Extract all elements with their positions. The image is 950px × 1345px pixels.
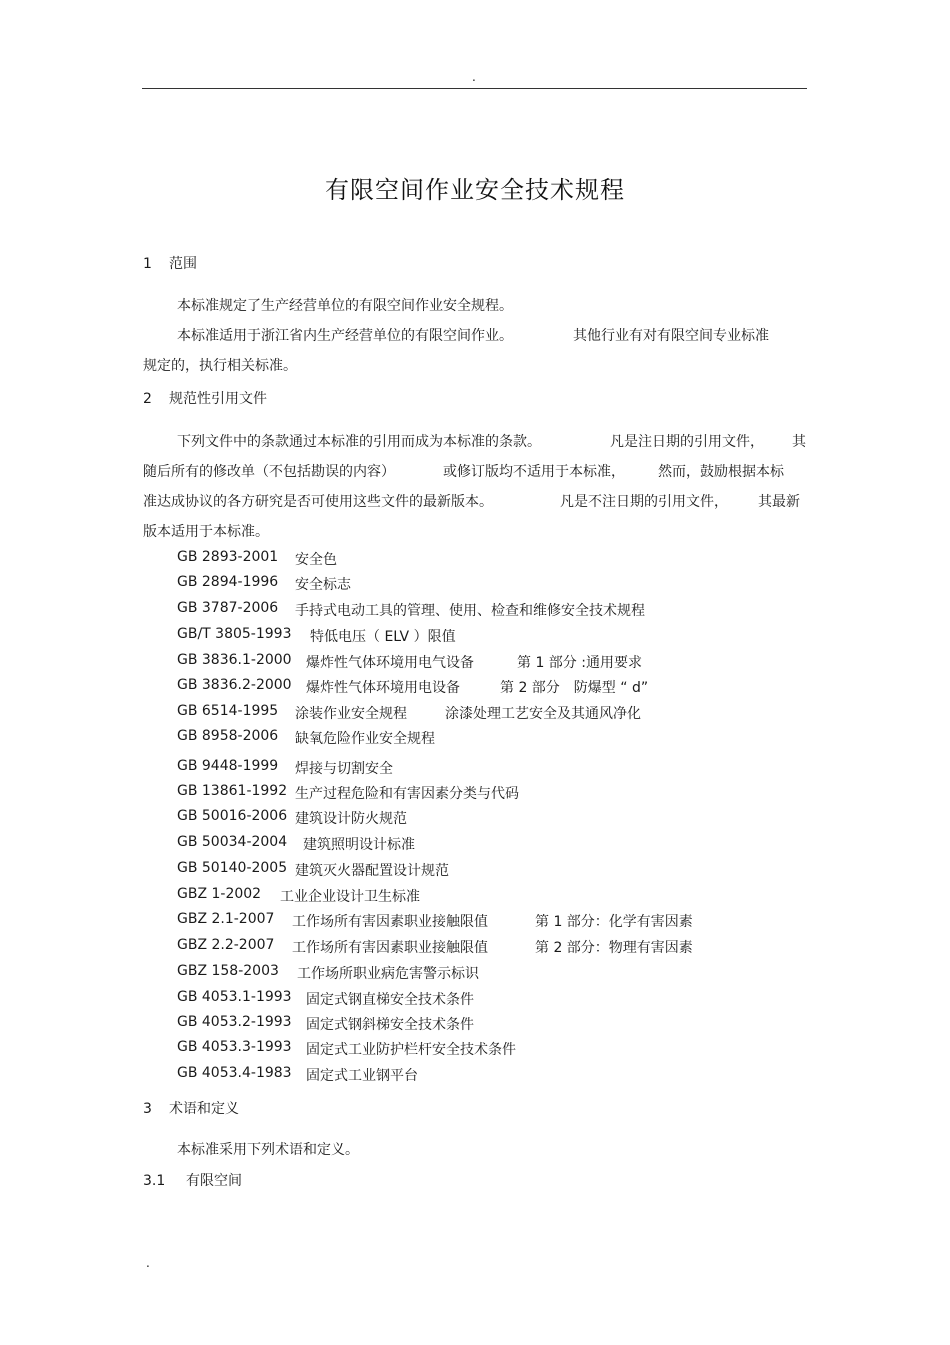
reference-item — [177, 549, 337, 568]
reference-item — [177, 963, 479, 982]
reference-code: GB 8958-2006 — [177, 728, 279, 744]
reference-title: 工作场所有害因素职业接触限值 — [292, 940, 488, 956]
reference-code: GB 4053.2-1993 — [177, 1014, 292, 1030]
reference-item — [177, 911, 693, 930]
reference-item — [177, 886, 420, 905]
header-rule — [142, 88, 807, 89]
section-title: 范围 — [169, 256, 197, 272]
reference-title: 手持式电动工具的管理、使用、检查和维修安全技术规程 — [295, 603, 645, 619]
reference-code: GB 4053.1-1993 — [177, 989, 292, 1005]
reference-title: 爆炸性气体环境用电设备 — [306, 680, 460, 696]
reference-code: GB 3836.2-2000 — [177, 677, 292, 693]
section-number: 3.1 — [143, 1173, 166, 1189]
reference-title: 工作场所有害因素职业接触限值 — [292, 914, 488, 930]
reference-title: 爆炸性气体环境用电气设备 — [306, 655, 474, 671]
section-number: 1 — [143, 256, 152, 272]
reference-title: 固定式钢斜梯安全技术条件 — [306, 1017, 474, 1033]
scope-paragraph-2b: 其他行业有对有限空间专业标准 — [573, 328, 769, 344]
reference-code: GBZ 2.2-2007 — [177, 937, 275, 953]
reference-part: 第 1 部分：化学有害因素 — [535, 914, 693, 930]
document-title: 有限空间作业安全技术规程 — [325, 176, 625, 204]
reference-item — [177, 652, 642, 671]
reference-item — [177, 783, 519, 802]
reference-title: 特低电压（ ELV ）限值 — [310, 629, 456, 645]
reference-code: GB 3836.1-2000 — [177, 652, 292, 668]
reference-title: 建筑灭火器配置设计规范 — [295, 863, 449, 879]
reference-code: GB 9448-1999 — [177, 758, 279, 774]
reference-item — [177, 600, 645, 619]
reference-part: 第 2 部分 防爆型 “ d” — [500, 680, 649, 696]
reference-item — [177, 703, 641, 722]
reference-code: GB 4053.4-1983 — [177, 1065, 292, 1081]
reference-title: 固定式工业钢平台 — [306, 1068, 418, 1084]
normative-line-4: 版本适用于本标准。 — [143, 524, 269, 540]
reference-code: GB 13861-1992 — [177, 783, 288, 799]
reference-title: 工业企业设计卫生标准 — [280, 889, 420, 905]
reference-part: 第 2 部分：物理有害因素 — [535, 940, 693, 956]
scope-paragraph-2a: 本标准适用于浙江省内生产经营单位的有限空间作业。 — [177, 328, 513, 344]
reference-code: GB 2894-1996 — [177, 574, 279, 590]
footer-mark: . — [146, 1256, 150, 1270]
normative-line-3a: 准达成协议的各方研究是否可使用这些文件的最新版本。 — [143, 494, 493, 510]
reference-item — [177, 758, 393, 777]
section-title: 规范性引用文件 — [169, 391, 267, 407]
reference-item — [177, 1065, 418, 1084]
section-heading-3-1 — [143, 1170, 242, 1190]
reference-title: 工作场所职业病危害警示标识 — [297, 966, 479, 982]
reference-item — [177, 574, 351, 593]
reference-item — [177, 677, 649, 696]
reference-item — [177, 860, 449, 879]
reference-code: GBZ 158-2003 — [177, 963, 279, 979]
normative-line-1c: 其 — [792, 434, 806, 450]
reference-code: GB 50140-2005 — [177, 860, 288, 876]
reference-code: GB 3787-2006 — [177, 600, 279, 616]
reference-title: 固定式工业防护栏杆安全技术条件 — [306, 1042, 516, 1058]
reference-item — [177, 808, 407, 827]
reference-title: 涂装作业安全规程 — [295, 706, 407, 722]
reference-part: 涂漆处理工艺安全及其通风净化 — [445, 706, 641, 722]
reference-title: 建筑设计防火规范 — [295, 811, 407, 827]
reference-title: 焊接与切割安全 — [295, 761, 393, 777]
section-title: 术语和定义 — [169, 1101, 239, 1117]
reference-item — [177, 937, 693, 956]
reference-item — [177, 1014, 474, 1033]
scope-paragraph-1: 本标准规定了生产经营单位的有限空间作业安全规程。 — [177, 298, 513, 314]
reference-code: GBZ 2.1-2007 — [177, 911, 275, 927]
reference-code: GB 2893-2001 — [177, 549, 279, 565]
reference-item — [177, 834, 415, 853]
normative-line-1a: 下列文件中的条款通过本标准的引用而成为本标准的条款。 — [177, 434, 541, 450]
normative-line-2c: 然而，鼓励根据本标 — [658, 464, 784, 480]
reference-title: 安全标志 — [295, 577, 351, 593]
normative-line-3b: 凡是不注日期的引用文件， — [560, 494, 728, 510]
reference-code: GB 4053.3-1993 — [177, 1039, 292, 1055]
section-title: 有限空间 — [186, 1173, 242, 1189]
section-number: 2 — [143, 391, 152, 407]
reference-code: GB 50016-2006 — [177, 808, 288, 824]
reference-item — [177, 626, 456, 645]
reference-item — [177, 728, 435, 747]
terms-intro: 本标准采用下列术语和定义。 — [177, 1142, 359, 1158]
section-number: 3 — [143, 1101, 152, 1117]
section-heading-1 — [143, 253, 197, 273]
reference-code: GBZ 1-2002 — [177, 886, 262, 902]
header-mark: . — [472, 70, 476, 84]
reference-item — [177, 989, 474, 1008]
reference-title: 建筑照明设计标准 — [303, 837, 415, 853]
reference-item — [177, 1039, 516, 1058]
normative-line-3c: 其最新 — [758, 494, 800, 510]
reference-title: 固定式钢直梯安全技术条件 — [306, 992, 474, 1008]
scope-paragraph-2c: 规定的，执行相关标准。 — [143, 358, 297, 374]
reference-title: 生产过程危险和有害因素分类与代码 — [295, 786, 519, 802]
reference-title: 缺氧危险作业安全规程 — [295, 731, 435, 747]
reference-code: GB/T 3805-1993 — [177, 626, 292, 642]
normative-line-2b: 或修订版均不适用于本标准， — [443, 464, 625, 480]
section-heading-2 — [143, 388, 267, 408]
reference-part: 第 1 部分 :通用要求 — [517, 655, 642, 671]
reference-code: GB 6514-1995 — [177, 703, 279, 719]
reference-title: 安全色 — [295, 552, 337, 568]
normative-line-1b: 凡是注日期的引用文件， — [610, 434, 764, 450]
section-heading-3 — [143, 1098, 239, 1118]
normative-line-2a: 随后所有的修改单（不包括勘误的内容） — [143, 464, 395, 480]
reference-code: GB 50034-2004 — [177, 834, 288, 850]
